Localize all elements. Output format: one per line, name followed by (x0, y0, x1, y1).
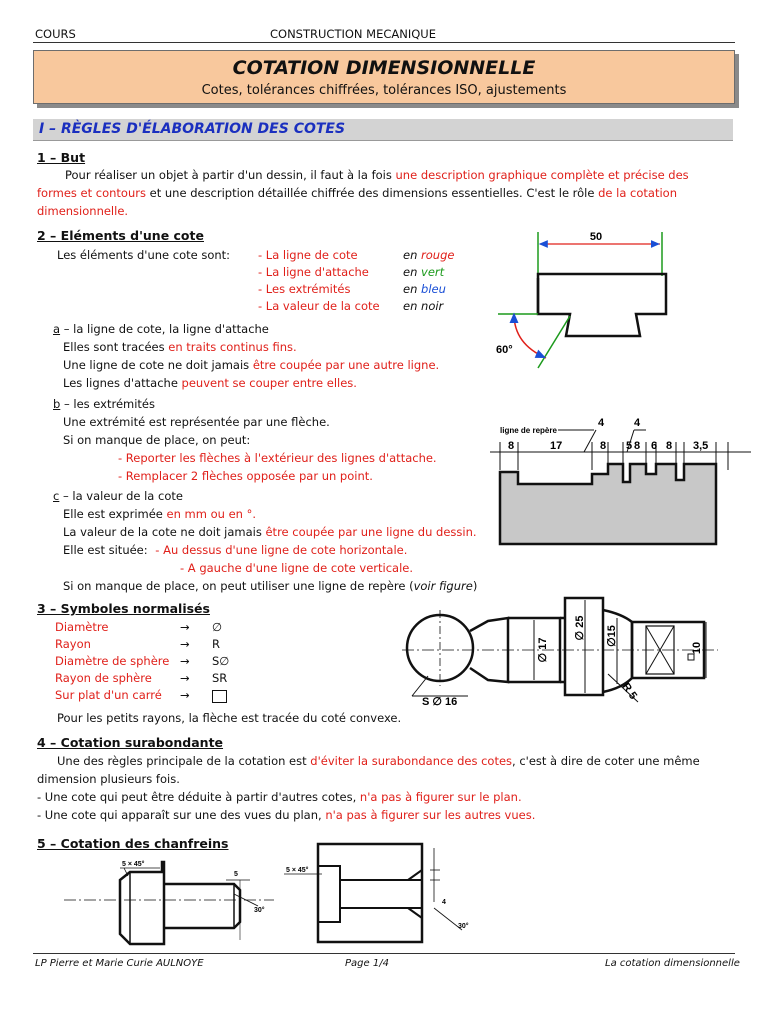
svg-text:5 × 45°: 5 × 45° (122, 861, 145, 868)
heading-elements: 2 – Eléments d'une cote (37, 228, 204, 243)
surabondante-text: Une des règles principale de la cotation est d'éviter la surabondance des cotes, c'est à dire de coter une même dimension plusieurs fois. - Une cote qui peut être déduite à partir d'autres cotes, n'a pas à figurer sur le plan. - Une cote qui apparaît sur une des vues du plan, n'a pas à figurer sur les autres vues. (37, 754, 700, 822)
element-item-label: - La ligne de cote (258, 248, 358, 262)
dim-value: 5 (626, 440, 633, 452)
section-title: I – RÈGLES D'ÉLABORATION DES COTES (39, 121, 346, 137)
angle-60: 60° (496, 344, 513, 356)
svg-text:S ∅ 16: S ∅ 16 (422, 696, 458, 708)
svg-text:∅15: ∅15 (606, 625, 618, 647)
symbol-row (55, 637, 235, 651)
heading-chanfreins: 5 – Cotation des chanfreins (37, 836, 229, 851)
element-item-label: - La valeur de la cote (258, 299, 380, 313)
symbol-glyph: S∅ (212, 654, 230, 668)
symbol-glyph: ∅ (212, 620, 223, 634)
svg-text:∅ 25: ∅ 25 (574, 615, 586, 641)
dim-value: 8 (666, 440, 673, 452)
sub-c-title: c – la valeur de la cote (53, 489, 183, 503)
title-box (33, 50, 735, 104)
footer-center: Page 1/4 (345, 958, 389, 969)
sub-a-text: Elles sont tracées en traits continus fins. Une ligne de cote ne doit jamais être coupée par une autre ligne. Les lignes d'attache peuvent se couper entre elles. (63, 340, 440, 390)
arrow-icon: → (180, 637, 190, 651)
element-item-color: en rouge (403, 248, 455, 262)
sub-c-text: Elle est exprimée en mm ou en °. La valeur de la cote ne doit jamais être coupée par une ligne du dessin. Elle est située: - Au dessus d'une ligne de cote horizontale. - A gauche d'une ligne de cote verticale. Si on manque de place, on peut utiliser une ligne de repère (voir figure) (63, 507, 478, 593)
dim-value: 6 (651, 440, 658, 452)
symbol-row (55, 620, 235, 634)
symbol-name: Diamètre (55, 620, 109, 634)
svg-text:5 × 45°: 5 × 45° (286, 867, 309, 874)
symbol-glyph: SR (212, 671, 228, 685)
section-bar (33, 119, 733, 141)
svg-text:4: 4 (598, 417, 605, 429)
arrow-icon: → (180, 688, 190, 702)
figure-cote-elements (490, 222, 680, 370)
dim-value: 17 (550, 440, 563, 452)
arrow-icon: → (180, 620, 190, 634)
arrow-icon: → (180, 671, 190, 685)
header-left: COURS (35, 27, 76, 41)
arrow-icon: → (180, 654, 190, 668)
sub-a-title: a – la ligne de cote, la ligne d'attache (53, 322, 269, 336)
element-item (258, 265, 445, 279)
dim-50: 50 (589, 231, 603, 243)
svg-text:10: 10 (691, 641, 703, 655)
svg-text:4: 4 (442, 899, 446, 906)
header-rule (33, 42, 735, 43)
heading-but: 1 – But (37, 150, 86, 165)
page-title: COTATION DIMENSIONNELLE (232, 57, 536, 79)
svg-text:30°: 30° (254, 907, 265, 914)
dim-value: 8 (508, 440, 515, 452)
symbols-note: Pour les petits rayons, la flèche est tracée du coté convexe. (57, 711, 402, 725)
page-subtitle: Cotes, tolérances chiffrées, tolérances ISO, ajustements (201, 83, 567, 98)
element-item (258, 248, 455, 262)
svg-text:∅ 17: ∅ 17 (537, 637, 549, 663)
symbol-row (55, 654, 235, 668)
element-item-color: en bleu (403, 282, 446, 296)
element-item (258, 282, 446, 296)
figure-symboles (400, 588, 720, 718)
svg-text:5: 5 (234, 871, 238, 878)
elements-intro: Les éléments d'une cote sont: (57, 248, 231, 262)
element-item-color: en noir (403, 299, 444, 313)
footer-rule (33, 953, 735, 954)
element-item (258, 299, 444, 313)
sub-b-title: b – les extrémités (53, 397, 156, 411)
leader-label: ligne de repère (500, 426, 557, 435)
figure-chanfrein-alesage (282, 838, 478, 950)
heading-surabondante: 4 – Cotation surabondante (37, 735, 224, 750)
square-icon (212, 690, 227, 703)
symbol-row (55, 688, 235, 702)
footer-right: La cotation dimensionnelle (605, 958, 740, 969)
dim-value: 8 (634, 440, 641, 452)
dim-value: 8 (600, 440, 607, 452)
symbol-name: Diamètre de sphère (55, 654, 170, 668)
svg-text:R 5: R 5 (619, 680, 640, 702)
symbol-name: Sur plat d'un carré (55, 688, 162, 702)
symbol-name: Rayon (55, 637, 91, 651)
svg-text:30°: 30° (458, 923, 469, 930)
svg-text:4: 4 (634, 417, 641, 429)
symbol-name: Rayon de sphère (55, 671, 152, 685)
symbol-row (55, 671, 235, 685)
element-item-label: - La ligne d'attache (258, 265, 369, 279)
sub-b-text: Une extrémité est représentée par une flèche. Si on manque de place, on peut: - Reporter les flèches à l'extérieur des lignes d'attache. - Remplacer 2 flèches opposée par un point. (63, 415, 437, 483)
symbol-glyph: R (212, 637, 220, 651)
figure-ligne-repere (488, 412, 753, 547)
dim-value: 3,5 (693, 440, 709, 452)
header-center: CONSTRUCTION MECANIQUE (270, 27, 436, 41)
but-paragraph: Pour réaliser un objet à partir d'un dessin, il faut à la fois une description graphique complète et précise des formes et contours et une description détaillée chiffrée des dimensions essentielles. C'est le rôle de la cotation dimensionnelle. (37, 168, 689, 218)
figure-chanfrein-arbre (64, 854, 274, 946)
element-item-label: - Les extrémités (258, 282, 351, 296)
element-item-color: en vert (403, 265, 445, 279)
footer-left: LP Pierre et Marie Curie AULNOYE (35, 958, 204, 969)
heading-symboles: 3 – Symboles normalisés (37, 601, 210, 616)
